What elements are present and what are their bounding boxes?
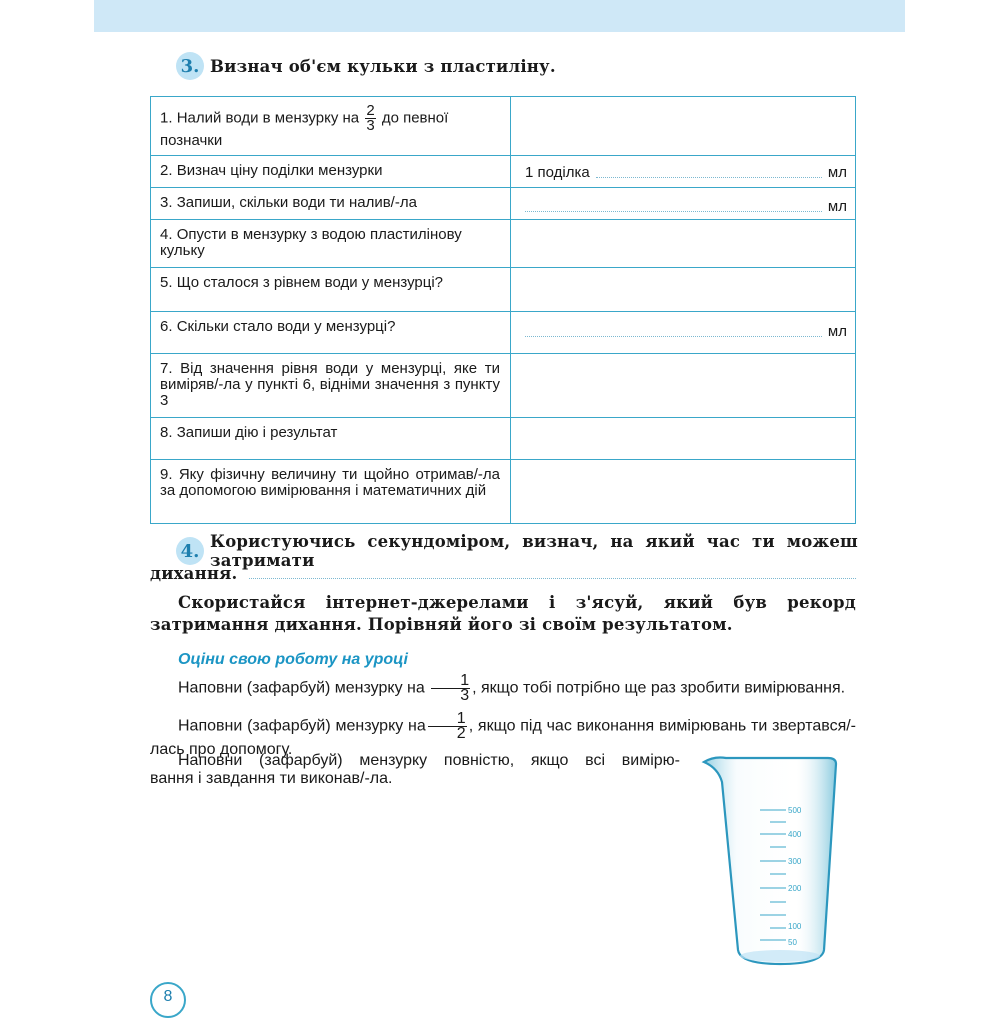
row-6-answer-cell[interactable] bbox=[511, 312, 856, 354]
table-row bbox=[151, 97, 856, 156]
table-row bbox=[151, 188, 856, 220]
row-4-question: 4. Опусти в мензурку з водою пластилінову кульку bbox=[151, 220, 511, 268]
row-7-answer-cell[interactable] bbox=[511, 354, 856, 418]
task-4-line-1: Користуючись секундоміром, визнач, на який час ти можеш затримати bbox=[210, 532, 858, 570]
row-4-answer-cell[interactable] bbox=[511, 220, 856, 268]
row-7-question: 7. Від значення рівня води у мензурці, яке ти виміряв/-ла у пункті 6, відніми значення з пункту 3 bbox=[151, 354, 511, 418]
scale-label: 400 bbox=[788, 830, 802, 839]
row-8-answer-cell[interactable] bbox=[511, 418, 856, 460]
task-4-answer-line[interactable] bbox=[249, 564, 856, 579]
fraction-one-third: $\frac{1}{3}$ bbox=[431, 674, 470, 703]
scale-label: 100 bbox=[788, 922, 802, 931]
table-row bbox=[151, 268, 856, 312]
row-5-question: 5. Що сталося з рівнем води у мензурці? bbox=[151, 268, 511, 312]
task-3-number-badge: 3. bbox=[176, 52, 204, 80]
page-number: 8 bbox=[150, 982, 186, 1018]
table-row bbox=[151, 156, 856, 188]
row-2-answer-cell[interactable] bbox=[511, 156, 856, 188]
row-3-answer-cell[interactable] bbox=[511, 188, 856, 220]
row-5-answer-cell[interactable] bbox=[511, 268, 856, 312]
scale-label: 200 bbox=[788, 884, 802, 893]
top-header-band bbox=[94, 0, 905, 32]
row-1-answer-cell[interactable] bbox=[511, 97, 856, 156]
task-3-heading bbox=[176, 52, 556, 80]
evaluation-item-2: Наповни (зафарбуй) мензурку на $\frac{1}{2}$ , якщо під час виконання вимірювань ти звертався/-лась про допомогу. bbox=[150, 710, 857, 758]
row-1-question: 1. Налий води в мензурку на $\frac{2}{3}$ до певної позначки bbox=[151, 97, 511, 156]
row-6-answer-line[interactable]: мл bbox=[525, 324, 847, 340]
table-row bbox=[151, 312, 856, 354]
table-row bbox=[151, 220, 856, 268]
row-6-question: 6. Скільки стало води у мензурці? bbox=[151, 312, 511, 354]
row-3-answer-line[interactable]: мл bbox=[525, 199, 847, 215]
measurement-table bbox=[150, 96, 856, 524]
fraction-one-half: $\frac{1}{2}$ bbox=[428, 712, 467, 741]
evaluation-item-3: Наповни (зафарбуй) мензурку повністю, якщо всі вимірю- вання і завдання ти виконав/-ла. bbox=[150, 752, 680, 787]
row-9-question: 9. Яку фізичну величину ти щойно отримав/-ла за допомогою вимірювання і математичних дій bbox=[151, 460, 511, 524]
row-2-answer-line[interactable]: 1 поділка мл bbox=[525, 164, 847, 181]
row-2-question: 2. Визнач ціну поділки мензурки bbox=[151, 156, 511, 188]
row-8-question: 8. Запиши дію і результат bbox=[151, 418, 511, 460]
task-4-number-badge: 4. bbox=[176, 537, 204, 565]
task-4-line-2: дихання. bbox=[150, 564, 856, 583]
scale-label: 50 bbox=[788, 938, 797, 947]
evaluation-title: Оціни свою роботу на уроці bbox=[178, 651, 408, 668]
measuring-beaker-icon[interactable] bbox=[700, 752, 850, 974]
task-4-paragraph: Скористайся інтернет-джерелами і з'ясуй, який був рекорд затримання дихання. Порівняй його зі своїм результатом. bbox=[150, 593, 856, 634]
table-row bbox=[151, 354, 856, 418]
row-9-answer-cell[interactable] bbox=[511, 460, 856, 524]
scale-label: 500 bbox=[788, 806, 802, 815]
row-3-question: 3. Запиши, скільки води ти налив/-ла bbox=[151, 188, 511, 220]
table-row bbox=[151, 460, 856, 524]
fraction-two-thirds: $\frac{2}{3}$ bbox=[366, 102, 375, 134]
task-3-title: Визнач об'єм кульки з пластиліну. bbox=[210, 56, 556, 76]
table-row bbox=[151, 418, 856, 460]
scale-label: 300 bbox=[788, 857, 802, 866]
evaluation-item-1: Наповни (зафарбуй) мензурку на $\frac{1}{3}$ , якщо тобі потрібно ще раз зробити вимірювання. bbox=[178, 672, 846, 704]
